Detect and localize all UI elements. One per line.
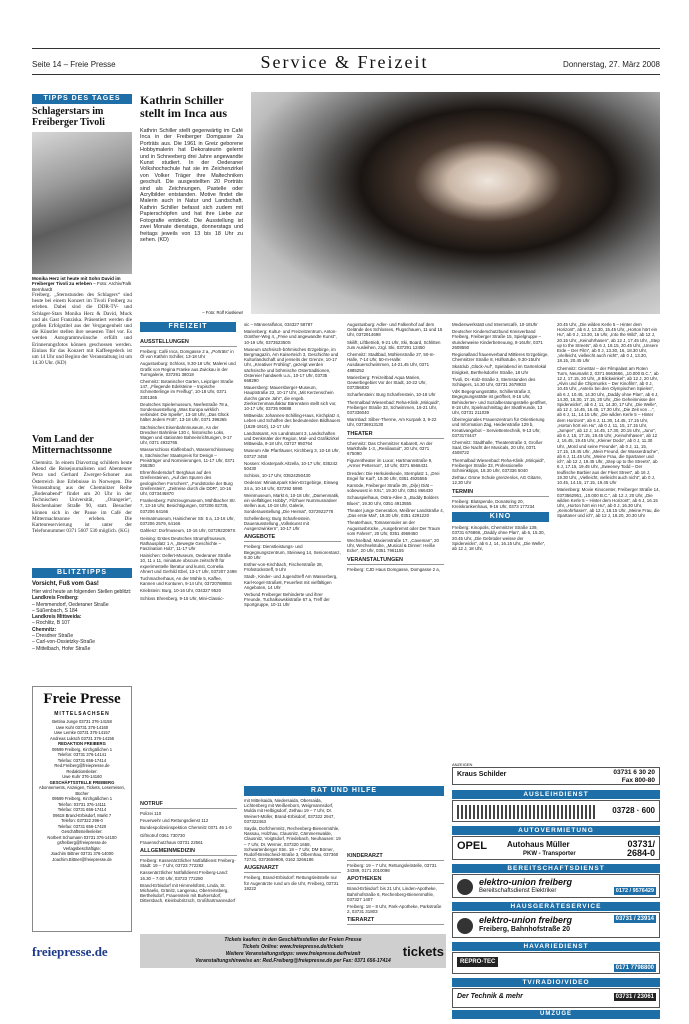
ad-bereit-phone: 0172 / 9576429 <box>615 888 654 894</box>
tipps-head: TIPPS DES TAGES <box>32 94 132 104</box>
story1-body: Freiberg. „Sternstunden des Schlagers“ sind heute bei einem Konzert im Tivoli Freiberg zu erleben. Dabei sind die DDR-TV- und Schlager-Stars Monika Herz & David, Muck und als Gast Franziska. Präsentiert werden die großen Erfolgstitel aus der Vergangenheit und die Künstler stellen ihre neuesten Titel vor. Es werden Autogrammwünsche erfüllt und Erinnerungsfotos können geschossen werden. Einlass für das Konzert mit Kaffeegedeck ist um 14 Uhr und Beginn der Veranstaltung ist um 14.30 Uhr. (KD) <box>32 292 132 367</box>
listing-entry: Freiberg: Kassenärztlicher Notfalldienst Freiberg-Stadt: 19 – 7 Uhr, 03723 772282 <box>140 858 236 869</box>
ad-havarie[interactable] <box>452 952 660 974</box>
listing-entry: Chemnitz: Das Chemnitzer Kabarett, An der Markthalle 1-3, „Resiliautuit“, 20 Uhr, 0371 675090 <box>347 440 433 457</box>
listing-entry: Weinmuseum, Markt 6, 10-18 Uhr, „Damenmatik, ein vielfältiges Hobby“, Filzhuer Nummusnativer stellen aus, 10-18 Uhr, Galerie, Sonderausstellung „Die Heimat“, 0372922778 <box>244 492 340 514</box>
listing-section-head: ALLGEMEINMEDIZIN <box>140 848 237 856</box>
ticket-line-1: Tickets kaufen: in den Geschäftsstellen der Freien Presse <box>224 937 362 943</box>
ticket-line-3[interactable]: Weitere Veranstaltungstipps: www.freiepresse.de/freizeit <box>225 951 361 957</box>
ad-kraus[interactable] <box>452 767 660 785</box>
ad-autohaus-mueller[interactable] <box>452 836 660 860</box>
elektro-union-icon <box>457 918 473 934</box>
masthead-line: Joachim Bittner 03731 376-14000 <box>50 851 114 856</box>
listing-entry: Freiberg, Brand-Erbisdorf: Rettungsleitstelle nur für Augenärzte rund um die Uhr, Freiberg, 03731 19222 <box>244 875 339 891</box>
listing-entry: Deutsches Spielemuseum, Neefestraße 78 a, Sonderausstellung „Was Europa wirklich verbindet: Die Spielle“, 13-18 Uhr, „Das Glück hältet Jedem Früh“, 13-18 Uhr, 0371 396365 <box>140 401 229 423</box>
ticket-spacer <box>446 936 450 966</box>
listing-entry: Wechselbad, Maxiemstraße 17, „Caveman“, 20 Uhr, Wechselstube, „Musical & Dinner: Heiße Ecke“, 20 Uhr, 0351 7961155 <box>347 537 439 554</box>
opel-logo: OPEL <box>457 840 487 852</box>
photo-monika-herz <box>32 132 132 274</box>
masthead-line: REDAKTION FREIBERG <box>58 741 106 746</box>
masthead-line: Telefon: 037322 296-0 <box>61 818 103 823</box>
listing-entry: Sächsisches Eisenbahnmuseum, An der Dresdner Bahnlinie 130 c, historische Loks, Wagen und stationäre Bahneinrichtungen, 9-17 Uhr, 0371 4932765 <box>140 424 232 446</box>
masthead-line: GESCHÄFTSSTELLE FREIBERG <box>49 779 115 785</box>
masthead-line: Red.Freiberg@freiepresse.de <box>54 763 110 768</box>
listing-section-head: TERMIN <box>452 489 549 497</box>
listing-section-head: ANGEBOTE <box>244 534 341 542</box>
listing-entry: Theater junge Generation, Meißner Landstraße 4, „Das erste Mal“, 19.30 Uhr, 0351 4291220 <box>347 507 444 519</box>
listing-entry: Oederan: Miniaturpark Klein-Erzgebirge, Einweg 34 a, 10-18 Uhr, 037292 5990 <box>244 480 339 491</box>
ad-tv-name: Der Technik & mehr <box>457 993 523 1000</box>
listing-entry: Schellenberg: Burg Scharfenstein, Dauerausstellung „Volkskunst mit Ausgenzwinkern“, 10-17 Uhr <box>244 515 311 532</box>
listing-entry: Augustusburg: Adler- und Falkenhof auf dem Gelände des Schlosses, Flugschauen, 11 und 15 Uhr, 0372914698 <box>347 322 443 338</box>
blitz-intro: Hier wird heute an folgenden Stellen geblitzt: <box>32 589 132 595</box>
listing-entry: Tuchmacherhaus, An der Mühle 5, Kaffee, Kannen und Konturen, 9-14 Uhr, 0372078885S <box>140 575 232 587</box>
elektro-union-icon <box>457 879 473 895</box>
listing-entry: Tivoli, Dr.-Külz-Straße 3, Sternstunden des Schlagers, 14.30 Uhr, 03731 2678933 <box>452 376 536 388</box>
blitz-item: – Memmendorf, Oederaner Straße <box>32 601 109 608</box>
listing-entry: Gahlenz: Dorfmuseum, 10-16 Uhr, 0372922097S <box>140 528 236 534</box>
listing-entry: Museum Alte Pfarrläuser, Kirchberg 3, 10-18 Uhr, 03727 3450 <box>244 448 340 459</box>
listing-entry: Giftnotruf 0361 730730 <box>140 832 185 838</box>
freiepresse-url-logo[interactable]: freiepresse.de <box>32 944 108 959</box>
masthead-line: Abonnements, Anzeigen, Tickets, Leserreisen, Bücher <box>38 785 126 796</box>
listing-entry: Thermalbad Wiesenbad: Reha-Klinik „Miriquidi“, Freiberger Straße 33, Professionelle Schminktipps, 18.30 Uhr, 037336 5040 <box>452 457 546 474</box>
listing-entry: Schauspielhaus, Ostra-Allee 3, „Buddy Bolders Blues“, 19.30 Uhr, 0351 4913555 <box>347 495 439 506</box>
blitz-title: Vorsicht, Fuß vom Gas! <box>32 581 99 587</box>
listing-entry: Medienwerkstatt und Internetcafé, 10-18Uhr <box>452 322 538 327</box>
ad-ausleih-logo <box>457 805 597 819</box>
listing-entry: Bundespolizeiinspektion Chemnitz 0371 46 1-0 <box>140 825 232 831</box>
page-number: Seite 14 – Freie Presse <box>32 60 116 69</box>
listing-entry: Freiberg: Dienstleistungs- und Begegnungszentrum, Steinweg 14, Seniorentanz, 9.30 Uhr <box>244 544 341 560</box>
photo-kathrin-schiller <box>251 92 660 314</box>
story2-title: Vom Land der Mitternachtssonne <box>32 434 112 456</box>
listing-entry: Skilift, Liftbetrieb, 9-21 Uhr, Ski, Board, Schlitten zum Ausleihen, zzgl. Ski, 037291 12450 <box>347 339 441 350</box>
masthead-line: Telefax: 03731 656-17420 <box>57 823 107 829</box>
story2-body: Chemnitz. In einem Diavortrag schildern heute Abend die Reisejournalisten und Abenteurer Petra und Gerhard Zwerger-Schoner aus Österreich ihre Erlebnisse in Norwegen. Die Veranstaltung aus der Chemnitzer Reihe „Bodenabend“ findet um 20 Uhr in der Technischen Universität, „Orangerie“, Reichenhainer Straße 90, statt. Besucher können sich in der Pause im Café der Mittermachtsonne erleben. Die Kartenreservierung ist unter der Telefonnummer 0371 5607 530 möglich. (KG) <box>32 460 132 535</box>
listing-entry: Figurentheater im Luxor, Hartmannstraße 9, „Armer Petterson“, 10 Uhr, 0371 6666431 <box>347 458 433 469</box>
masthead-line: Geschäftsstellenleiter: <box>61 829 103 834</box>
masthead-line: 09599 Freiberg, Kirchgäßchen 1 <box>51 796 113 801</box>
listing-entry: Verbund Freiberger Behinderte und ihrer Freunde, Tuchalkowskistraße 67 a, Treff der Sportgruppe, 10-11 Uhr <box>244 591 330 608</box>
listing-entry: Marienberg: Freizeitbad Aqua Marien, Gewerbegebiet Vor der Stadt, 10-22 Uhr, 037356830 <box>347 374 427 391</box>
ad-tv-phone: 03731 / 23061 <box>615 994 654 1000</box>
rat-col-2 <box>244 798 341 926</box>
listing-entry: Regionalland frauenverband Mittleres Erzgebirge, Chemnitzer Straße 8, Hülfsstube, 9.30-15Uhr <box>452 352 549 363</box>
listing-entry: Geising: Erstes Deutsches Strumpfmuseum, Rathausplatz 1 A, „Bewegte Geschichte – Faszination Holz“, 11-17 Uhr <box>140 535 227 551</box>
hausgeraete-head: HAUSGERÄTESERVICE <box>452 902 660 911</box>
listing-entry: Freiberg: Blutspende, Donatsring 20, Kreiskrankenhaus, 9-16 Uhr, 0373 177234 <box>452 498 535 509</box>
listing-entry: Freiberg: 19 – 7 Uhr, Rettungsleitstelle, 03731 34389, 0171 2010098 <box>347 863 437 874</box>
bereitschaft-head: BEREITSCHAFTSDIENST <box>452 864 660 873</box>
masthead-region: MITTELSACHSEN <box>54 711 110 717</box>
masthead-line: gsfreiberg@freiepresse.de <box>57 840 107 845</box>
masthead-line: Uwe Kuhr 376-14160 <box>62 774 102 779</box>
listing-entry: Kassenärztlicher Notfalldienst Freiberg-Land: 16.30 – 7.00 Uhr, 03723 772280 <box>140 870 228 881</box>
masthead-line: Uwe Lemke 03731 376-14157 <box>53 730 111 735</box>
ad-haus-sub: Freiberg, Bahnhofstraße 20 <box>479 926 571 933</box>
story1-caption: Monika Herz ist heute mit Sohn David im Freiberger Tivoli zu erleben – Foto: Archiv/Falk Bernhardt <box>32 276 132 292</box>
umzuege-head: UMZÜGE <box>452 1010 660 1019</box>
listing-entry: Esther-von-Kirchbach, Fischerstraße 28, Frühstückstreff, 9 Uhr <box>244 561 323 573</box>
ad-haus-phone: 03731 / 23914 <box>615 916 654 922</box>
ad-opel-phone: 03731/ 2684-0 <box>626 839 655 858</box>
masthead-logo: Freie Presse <box>43 691 121 707</box>
ad-opel-name: Autohaus Müller <box>507 840 570 849</box>
listing-entry: Landratsamt, Am Landratsamt 3, Landschaften und Denkmäler der Region, Mal- und Grafikzirkel Mittweida, 9-18 Uhr, 03727 950764 <box>244 430 340 447</box>
listing-entry: sic – Männeralfotos, 034327 58787 <box>244 322 313 327</box>
blitz-list <box>32 589 132 667</box>
listing-entry: Kriebstein: Burg, 10-16 Uhr, 034327 9520 <box>140 588 222 594</box>
ad-haus-name: elektro-union freiberg <box>479 915 573 925</box>
feature-credit: – Foto: Rolf Kiuskiewr <box>202 310 243 315</box>
blitz-item: Landkreis Mittweida: <box>32 614 82 621</box>
freizeit-col-3 <box>347 322 444 842</box>
listing-section-head: AUGENARZT <box>244 865 341 873</box>
publication-date: Donnerstag, 27. März 2008 <box>563 60 660 69</box>
listing-entry: Sayda, Dorfchemnitz, Rechenberg-Bienenmühle, Nassau, Holzhau, Clausnitz, Cämmerswalde, Clausnitz, Voigtsdorf, Friedebach, Neuhausen: 19 – 7 Uhr, Dr. Werner, 037320 1658, Schwartenberger Stm. 18 – 7 Uhr, DM Börner, Rudolf-Breitscheid-Straße 3, Olbernhau, 037360 72741, 0373659908, 0162 3266186 <box>244 826 341 863</box>
story1-title: Schlagerstars im Freiberger Tivoli <box>32 106 105 128</box>
masthead-line: Telefon: 03731 376-14111 <box>57 801 107 807</box>
listing-entry: Freiberg: Café Inca, Domgasse 2 a, „Porträts“ in Öl von Kathrin Schiller, 13-18 Uhr <box>140 349 234 360</box>
listing-entry: Zethau: Grüne Schule grenzenlos, AG Gitarre, 12.30 Uhr <box>452 475 543 486</box>
listing-section-head: THEATER <box>347 431 444 439</box>
listing-section-head: NOTRUF <box>140 801 237 809</box>
masthead-line: Telefax: 03731 656-17414 <box>57 807 107 812</box>
ad-kraus-phone: 03731 6 30 20 <box>613 769 655 776</box>
ticket-line-4[interactable]: Veranstaltungshinweise an: Red.Freiberg@freiepresse.de per Fax: 0371 656-17414 <box>195 958 391 964</box>
listing-entry: Warmbad: Silber-Therme, Am Kurpark 3, 9-22 Uhr, 03736913130 <box>347 417 437 428</box>
listing-entry: Kamöde, Freiberger Straße 39, „Di(e) Diät – sobewusst in XXL“, 19.30 Uhr, 0351 866430 <box>347 483 433 494</box>
listing-entry: 20.45 Uhr, „Die wilden Kerle 5 – Hinter dem Horizont“, ab 6 J, 13.30, 15.45 Uhr, „Horton hört ein Hu“, ab 0 J, 13.30, 16 Uhr, „Into the Wild“, ab 12 J, 20.15 Uhr, „Keinohrhasen“, ab 12 J, 17.45 Uhr, „Step up to the Streets“, ab 6 J, 18.15, 20.45 Uhr, „Unsere Erde – Der Film“, ab 0 J, 13.30, 16, 18.30 Uhr, „Vielleicht, vielleicht auch nicht“, ab 0 J, 13.30, 18.15, 20.45 Uhr <box>557 322 660 364</box>
masthead-line: Telefax: 03731 656-17414 <box>57 757 107 763</box>
listing-entry: Hainichen: Gellert-Museum, Oederaner Straße 10, 11 x 11, miniature obscure.zeitschrift für experimentelle literatur und kunst, Cornelia Ahnert und Gerhild Ebel, 13-17 Uhr, 037207 2498 <box>140 553 237 574</box>
listing-entry: Freiberg: Kinopolis, Chemnitzer Straße 139, 03731 676869, „Daddy ohne Plan“, ab 6, 15.30, 20.45 Uhr, „Die Gebrüder weisse der Spiderwicks“, ab 6 J, 14, 16.15 Uhr, „Die Welle“, ab 12 J, 18 Uhr, <box>452 525 546 551</box>
listing-entry: Chemnitz: CineStar – der Filmpalast am Roten Turm, Neumarkt 2, 0371 6663666, „10.000 B.C.“, ab 12 J, 17.15, 20 Uhr, „8 Blickwinkel“, ab 12 J, 20 Uhr, „Alvin und die Chipmunks – Der Kinofilm“, ab 0 J, 10.45 Uhr, „Asterix bei den Olympischen Spielen“, ab 6 J, 10.45, 14.30 Uhr, „Daddy ohne Plan“, ab 6 J, 14.30, 16.30, 17.15, 20 Uhr, „Die Geheimnisse der Spiderwicks“, ab 6 J, 11, 14.30, 17 Uhr, „Die Welle“, ab 12 J, 14.45, 16.45, 17.30 Uhr, „Die Zeit von ...“, ab 6 J, 11, 14.15 Uhr, „Die wilden Kerle 5 – Hinter dem Horizont“, ab 6 J, 11.30, 14.45, 17.15 Uhr, „Horton hört ein Hu“, ab 0 J, 11, 15, 17.15 Uhr, „Jumper“, ab 12 J, 14.45, 17.30, 20.15 Uhr, „Juno“, ab 6 J, 15, 17.15, 19.45 Uhr, „Keinohrhasen“, ab 12 J, 16.45, 19.45 Uhr, „Kleiner Dodo“, ab 0 J, 11.30 Uhr, „Mord und seine Freunde“, ab 0 J, 11, 15, 17.15, 19.45 Uhr, „Mein Freund, der Wasserdrache“, ab 6 J, 11.45 Uhr, „Meine Frau, die Spartaner und ich“, ab 12 J, 19.45 Uhr, „Step up to the Streets“, ab 6 J, 17.15, 19.45 Uhr, „Sweeney Todd – Der teuflische Barbier aus der Fleet Street“, ab 16 J, 19.30 Uhr, „Vielleicht, vielleicht auch nicht“, ab 0 J, 10.45, 14.15, 17.15, 19.45 Uhr <box>557 365 659 486</box>
listing-section-head: TIERARZT <box>347 917 444 925</box>
masthead-line: Redaktionsleiter: <box>66 768 98 774</box>
ad-hausgeraete[interactable] <box>452 912 660 938</box>
masthead-line: Telefon: 03731 376-14141 <box>57 752 107 757</box>
blitz-item: – Rochlitz, B 107 <box>32 620 70 627</box>
listing-entry: Mauersberg: Mauersberger-Museum, Hauptstraße 22, 10-17 Uhr, „Mit Kerzenschein durchs ganze Jahr“, die engeb. Zierkerzenmanufaktur Bärenstein stellt sich vor, 10-17 Uhr, 03735 90888 <box>244 385 337 412</box>
listing-entry: Stadt-, Kinder- und Jugendtreff Am Wasserberg, Karl-Kegel-Straße8, Feuerfest mit vielfältigen Angeboten, 14 Uhr <box>244 574 338 590</box>
listing-entry: Skatclub „Glück-Auf“, Spielabend im Gartenlokal Eisigkeit, Berthelsdorfer Straße, 18 Uhr <box>452 364 547 375</box>
blitz-item: – Süßenbach, S 184 <box>32 607 78 614</box>
autovermietung-head: AUTOVERMIETUNG <box>452 826 660 835</box>
freizeit-head: FREIZEIT <box>140 322 236 332</box>
page-title: Service & Freizeit <box>260 52 429 72</box>
freizeit-col-4 <box>452 322 549 756</box>
masthead-line: Joachim.Bittner@freiepresse.de <box>52 856 112 862</box>
anzeigen-label: ANZEIGEN <box>452 762 473 767</box>
ad-kraus-name: Kraus Schilder <box>457 771 507 778</box>
listing-entry: Chemnitz: Stadthalle, Theaterstraße 3, Großer Saal, Die Nacht der Musicals, 20 Uhr, 0371 4508722 <box>452 440 543 456</box>
header-rule-bottom <box>32 74 660 75</box>
listing-entry: Heimatmuseum, Hainichener Str. 5 a, 13-16 Uhr, 037206 2579, 64166 <box>140 515 235 527</box>
listing-entry: Brand-Erbisdorf: bis 21 Uhr, Linden-Apotheke, Bahnhofstraße 6, Rechenberg-Bienenmühle, 037327 1407 <box>347 886 437 902</box>
listing-entry: Augustusburg: Schloss, 9.30-18 Uhr, Malerei und Grafik von Regina Franke aus Zwickau in der Turmgalerie, 037291 38018 <box>140 361 236 377</box>
blitz-item: – Dresdner Straße <box>32 633 74 640</box>
listing-entry: Frauenschutzhaus 03731 22561 <box>140 839 203 845</box>
masthead-line: Andreas Luksch 03731 376-14156 <box>49 735 115 741</box>
listing-entry: Schloss, 10-17 Uhr, 03524250430 <box>244 473 311 479</box>
listing-entry: Brand-Erbisdorf mit Himmelsfürst, Linda, St. Michaelis, Gränitz, Langenau, Oberreinsberg, Berthelsdorf, Frauenstein mit Burkersdorf, Dittersbach, Kleinbobritzsch, Großhartmannsdorf <box>140 882 236 904</box>
masthead-lines <box>33 719 131 862</box>
feature-body: Kathrin Schiller stellt gegenwärtig im Café Inca in der Freiberger Domgasse 2a Porträts aus. Die 1961 in Greiz geborene Hobbymalerin hat Dekorateurin gelernt und in Schneeberg drei Jahre angewandte Kunst studiert. In der Oederaner Volkshochschule hat sie im Zeichenzirkel von Volker Träger ihre Maltechniken geschult. Die ausgestellten 20 Porträts sind als Zeichnungen, Pastelle oder Acrylbilder entstanden. Motive findet die Malerin auch in Natur und Landschaft. Kathrin Schiller befasst sich zudem mit Papierschöpfen und hat ihre Liebe zur Fotografie entdeckt. Die Ausstellung ist zwei Monate dienstags, donnerstags und freitags jeweils von 13 bis 18 Uhr zu sehen. (KD) <box>140 128 243 243</box>
listing-section-head: AUSSTELLUNGEN <box>140 339 237 347</box>
header-rule-top <box>32 48 660 49</box>
ausleihdienst-head: AUSLEIHDIENST <box>452 790 660 799</box>
masthead-line: 09618 Brand-Erbisdorf, Markt 7 <box>52 812 112 818</box>
listing-entry: Überregionales Frauenzentrum für Orientierung und Information Zag, Heidenstraße 129 b, Kreativangebot – Serviettentechnik, 9-13 Uhr, 0373174447 <box>452 417 545 438</box>
ad-opel-sub: PKW - Transporter <box>523 851 576 857</box>
blitz-item: Landkreis Freiberg: <box>32 595 79 602</box>
blitz-item: – Mittelbach, Hofer Straße <box>32 645 91 652</box>
listing-entry: Freiberg: CJD Haus Domgasse, Domgasse 2 a, <box>347 566 440 572</box>
listing-entry: Dresden: Die Herkuleskeule, Sternplatz 1, „Drei Engel für Karl“, 19.30 Uhr, 0351 4925555 <box>347 470 440 481</box>
ad-bereit-name: elektro-union freiberg <box>479 877 573 887</box>
masthead-line: Norbert Schumann 03731 376-14100 <box>47 834 117 840</box>
ad-havarie-name: REPRO-TEC <box>457 957 498 967</box>
listing-section-head: KINDERARZT <box>347 853 444 861</box>
listing-entry: Marienberg: Movie Kinocenter, Freiberger Straße 14, 0373562951, „10.000 B.C.“, ab 12 J, 20 Uhr, „Die wilden Kerle 5 – Hinter dem Horizont“, ab 6 J, 16.15 Uhr, „Horton hört ein Hu“, ab 0 J, 16.30 Uhr, „Keinohrhasen“, ab 12 J, 18.15 Uhr, „Meine Frau, die Spartaner und ich“, ab 12 J, 18.20, 20.30 Uhr <box>557 487 660 519</box>
rat-hilfe-head: RAT UND HILFE <box>244 786 444 796</box>
freizeit-col-1 <box>140 336 237 780</box>
masthead-line: Verlagsbeschäftigte: <box>63 845 101 851</box>
ad-bereitschaft[interactable] <box>452 874 660 898</box>
listing-entry: Schloss Ehrenberg, 9-15 Uhr, Mini-Classic- <box>140 595 224 601</box>
ticket-line-2[interactable]: Tickets Online: www.freiepresse.de/tickets <box>242 944 344 950</box>
rat-col-1 <box>140 798 237 926</box>
tv-head: TV/RADIO/VIDEO <box>452 978 660 987</box>
masthead-line: Bettina Junge 03731 376-14158 <box>52 719 112 724</box>
listing-entry: Ehrenfriedersdorf: Berghaus auf den Greifensteinen, „Auf den Spuren des geologischen Forschers“, „Fundstücke der Burg Greifenstein“, „Zeitreise durch die DDR“, 10-16 Uhr, 0373446870 <box>140 470 233 497</box>
tickets-logo: tickets <box>402 944 444 959</box>
listing-entry: Museum sächsisch-böhmisches Erzgebirge, im Bergmagazin, Am Kaiserteich 3, Geschichte und Kulturlandschaft und jenseits der Grenze, 10-17 Uhr, „Kreativer Frühling“, gezeigt werden sächsische und böhmische Ostertraditionen, Ostereier handwerk u.a., 10-17 Uhr, 03735 668290 <box>244 346 339 384</box>
rat-col-3 <box>347 850 444 926</box>
listing-entry: Mittweida: Johannes-Schilling-Haus, Kirchplatz 4, Leben und Schaffen des bedeutenden Bildhauers (1828-1910), 12-17 Uhr <box>244 413 341 429</box>
listing-entry: Polizei 110 <box>140 811 162 816</box>
feature-title: Kathrin Schiller stellt im Inca aus <box>140 93 227 120</box>
freizeit-col-5 <box>557 322 660 758</box>
listing-entry: Wasserschloss Klaffenbach, Wasserschlossweg 6, Sächsischer Staatspreis für Design – Preisträger und Nominierungen, 11-17 Uhr, 0371 266350 <box>140 447 235 469</box>
masthead-line: Uwe Kuhr 03731 376-14160 <box>55 724 109 730</box>
listing-entry: Nossen: Klosterpark Altzella, 10-17 Uhr, 035242 50430 <box>244 460 338 472</box>
listing-entry: VdK Begegnungsstätte, Schillerstraße 3, Begegnungsstätte ist geöffnet, 8-16 Uhr, Behinderten- und Sozialberatungsstelle geöffnet, 8-18 Uhr, Spielnachmittag der Skatfreunde, 13 Uhr, 03731 211039 <box>452 389 547 416</box>
blitztipps-head: BLITZTIPPS <box>32 568 132 578</box>
ad-ausleihdienst[interactable] <box>452 800 660 822</box>
listing-entry: Frankenberg: Fahrzeugmuseum, Mühlbacher Str. 7, 13-16 Uhr, Besichtigungen, 037206 82735, 037206 64166 <box>140 498 236 514</box>
listing-entry: Scharfenstein: Burg Scharfenstein, 10-18 Uhr <box>347 392 436 398</box>
blitz-item: Chemnitz: <box>32 626 57 633</box>
listing-entry: Deutscher Kinderschutzbund Kreisverband Freiberg, Freiberger Straße 15, Spielgruppe – stundenweise Kinderbetreuung, 8-16Uhr, 0371 2609550 <box>452 329 543 350</box>
listing-entry: Chemnitz: Botanischer Garten, Leipziger Straße 147, „Fliegende Edelsteine – tropische Schmetterlinge im Freiflug“, 10-18 Uhr, 0371 3301365 <box>140 379 234 400</box>
kino-head: KINO <box>452 512 549 522</box>
ad-bereit-sub: Bereitschaftsdienst Elektriker <box>479 888 557 894</box>
listing-entry: Chemnitz: Stadtbad, Mühlenstraße 27, 50-m-Halle, 7-14 Uhr, 50-m-Halle: Ausdauerschwimmen, 14-21.45 Uhr, 0371 4885252 <box>347 352 435 373</box>
havarie-head: HAVARIEDIENST <box>452 942 660 951</box>
masthead-line: 09599 Freiberg, Kirchgäßchen 1 <box>51 746 113 752</box>
blitz-item: – Carl-von-Ossietzky-Straße <box>32 639 96 646</box>
listing-entry: Freiberg: 18 – 8 Uhr, Park-Apotheke, Parkstraße 2, 03731 31803 <box>347 904 442 915</box>
ad-havarie-phone: 0171 7798800 <box>615 965 654 971</box>
listing-entry: Thermalbad Wiesenbad: Reha-Klinik „Miriquidi“, Freiberger Straße 33, Schwimmen, 16-21 Uhr, 037336040 <box>347 399 441 416</box>
listing-entry: Theaterhaus, Tomasensuler an der Augustusbrücke, „Ausgebremst oder Der Traum vom Fahren“, 20 Uhr, 0351 4969450 <box>347 520 441 536</box>
masthead-box <box>32 686 132 932</box>
listing-entry: Feuerwehr und Rettungsdienst 112 <box>140 818 209 824</box>
ad-ausleih-phone: 03728 · 600 <box>612 806 655 815</box>
ad-kraus-fax: Fax 800-80 <box>621 777 655 784</box>
freizeit-col-2 <box>244 322 341 778</box>
listing-section-head: VERANSTALTUNGEN <box>347 557 444 565</box>
ad-tv[interactable] <box>452 988 660 1008</box>
listing-entry: mit Mittelsaida, Niedersaida, Obersaida, Lichtenberg mit Weißenborn, Weigmannsdorf, Mulda mit Helbigsdorf, Zethau 19 – 7 Uhr, Dr. Weinert-Müller, Brand-Erbisdorf, 037322 2947, 037322463 <box>244 798 335 824</box>
listing-entry: Marienberg: Kultur- und Freizeitzentrum, Anton-Günther-Weg 4, „Freie und angewandte Kunst“, 10-19 Uhr, 037352350S <box>244 329 337 345</box>
listing-section-head: APOTHEKEN <box>347 876 444 884</box>
